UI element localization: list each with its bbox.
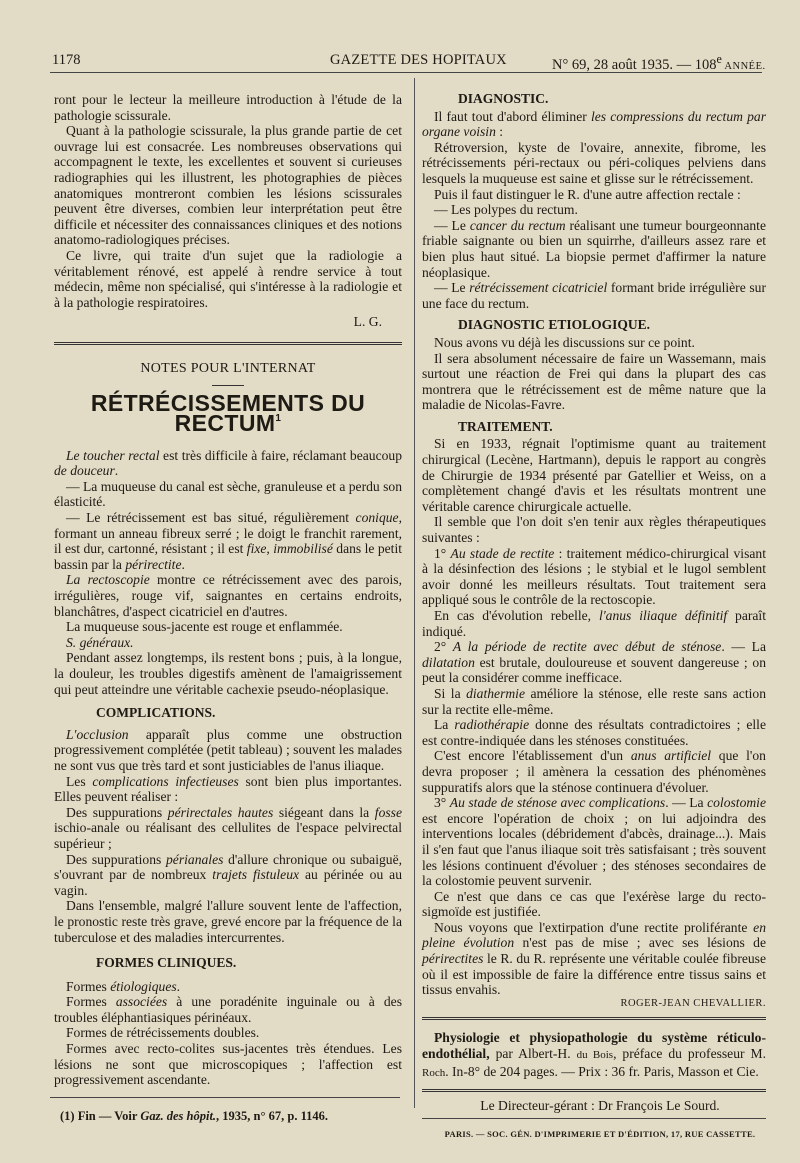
column-divider bbox=[414, 78, 415, 1108]
journal-title: GAZETTE DES HOPITAUX bbox=[330, 52, 507, 68]
body-paragraph: Il semble que l'on doit s'en tenir aux règles thérapeutiques suivantes : bbox=[422, 514, 766, 546]
body-paragraph bbox=[422, 608, 766, 639]
text: montre ce rétrécissement avec des parois, irrégulières, rouge vif, saignantes en certains endroits, blanchâtres, d'aspect cicatriciel en d'autres. bbox=[54, 572, 402, 619]
article-author: ROGER-JEAN CHEVALLIER. bbox=[620, 997, 766, 1009]
em-text: périrectite bbox=[125, 556, 182, 572]
em-text: Au stade de sténose avec complications bbox=[449, 795, 666, 811]
em-text: S. généraux. bbox=[66, 634, 134, 650]
body-paragraph: Formes de rétrécissements doubles. bbox=[66, 1025, 260, 1041]
text: donne des résultats contradictoires ; elle est contre-indiquée dans les sténoses constituées. bbox=[422, 717, 766, 748]
article-title bbox=[54, 389, 402, 437]
text: apparaît plus comme une obstruction progressivement complétée (petit tableau) ; souvent les malades ne sont vus que très tard et sont justiciables de l'anus iliaque. bbox=[54, 726, 402, 773]
printer-line: PARIS. — SOC. GÉN. D'IMPRIMERIE ET D'ÉDITION, 17, RUE CASSETTE. bbox=[444, 1128, 756, 1139]
text: est très difficile à faire, réclamant beaucoup bbox=[159, 447, 403, 463]
review-paragraph: Ce livre, qui traite d'un sujet que la radiologie a véritablement rénové, est appelé à rendre service à tout médecin, même non spécialisé, qui s'intéresse à la radiologie et à la pathologie respiratoires. bbox=[54, 247, 402, 310]
body-paragraph: La muqueuse sous-jacente est rouge et enflammée. bbox=[66, 619, 343, 635]
text: paraît indiqué. bbox=[422, 608, 766, 639]
body-paragraph bbox=[54, 774, 402, 805]
body-paragraph bbox=[422, 639, 766, 686]
director-line: Le Directeur-gérant : Dr François Le Sourd. bbox=[480, 1098, 720, 1114]
body-paragraph bbox=[54, 448, 402, 479]
body-paragraph bbox=[54, 994, 402, 1025]
em-text: Le toucher rectal bbox=[66, 447, 160, 463]
book-notice bbox=[422, 1030, 766, 1081]
em-text: en pleine évolution bbox=[422, 919, 766, 951]
text: 3° bbox=[434, 795, 450, 811]
text: améliore la sténose, elle reste sans action sur la rectite elle-même. bbox=[422, 685, 766, 717]
book-author: du Bois bbox=[576, 1049, 614, 1062]
footnote bbox=[60, 1109, 328, 1124]
body-paragraph bbox=[54, 727, 402, 774]
body-paragraph bbox=[54, 805, 402, 852]
text: En cas d'évolution rebelle, bbox=[434, 608, 599, 623]
body-paragraph bbox=[422, 795, 766, 889]
text: Formes bbox=[66, 994, 116, 1010]
body-paragraph: Formes avec recto-colites sus-jacentes très étendues. Les lésions ne sont que microscopiques ; l'affection est progressivement ascendante. bbox=[54, 1041, 402, 1088]
text: . bbox=[114, 463, 119, 479]
preface-author: Roch bbox=[422, 1066, 446, 1079]
text: . — La bbox=[665, 795, 708, 811]
text: Si la bbox=[434, 685, 467, 701]
body-paragraph bbox=[422, 109, 766, 140]
body-paragraph: Si en 1933, régnait l'optimisme quant au traitement chirurgical (Lecène, Hartmann), depuis le rapport au congrès de Chirurgie de 1934 présenté par Gatellier et Weiss, on a complètement changé d'avis et les résultats montrent une véritable carence chirurgicale actuelle. bbox=[422, 436, 766, 514]
text: Nous voyons que l'extirpation d'une rectite proliférante bbox=[434, 919, 754, 935]
body-paragraph bbox=[54, 852, 402, 899]
footnote-rule bbox=[50, 1097, 400, 1098]
em-text: anus artificiel bbox=[630, 748, 712, 764]
body-paragraph bbox=[422, 686, 766, 717]
text: au périnée ou au vagin. bbox=[54, 867, 402, 898]
em-text: radiothérapie bbox=[454, 717, 530, 733]
em-text: Gaz. des hôpit. bbox=[140, 1109, 217, 1123]
text: siégeant dans la bbox=[273, 804, 375, 820]
review-paragraph: ront pour le lecteur la meilleure introduction à l'étude de la pathologie scissurale. bbox=[54, 92, 402, 123]
section-heading: DIAGNOSTIC. bbox=[458, 91, 549, 106]
text: sont bien plus importantes. Elles peuvent réaliser : bbox=[54, 773, 402, 805]
em-text: associées bbox=[115, 994, 168, 1010]
section-heading: TRAITEMENT. bbox=[458, 418, 553, 434]
text: réalisant une tumeur bourgeonnante friable saignante ou bien un squirrhe, d'ailleurs assez rare et bien plus haut situé. La biopsie permet d'affirmer la nature néoplasique. bbox=[422, 217, 766, 280]
page-number: 1178 bbox=[52, 52, 81, 68]
body-paragraph: Pendant assez longtemps, ils restent bons ; puis, à la longue, la douleur, les troubles digestifs amènent de l'amaigrissement qui peut atteindre une véritable cachexie pseudo-néoplasique. bbox=[54, 650, 402, 697]
text: , formant un anneau fibreux serré ; le doigt le franchit rarement, il est dur, cartonné, résistant ; il est bbox=[54, 510, 402, 557]
text: — Le bbox=[434, 217, 470, 233]
text: est encore l'opération de choix ; on lui adjoindra des interventions locales (débridement d'abcès, drainage...). Mais il s'en faut que l'anus iliaque soit très satisfaisant ; très souvent les lésions continuent d'évoluer ; des sténoses secondaires de la colostomie peuvent survenir. bbox=[422, 810, 766, 889]
body-paragraph: Dans l'ensemble, malgré l'allure souvent lente de l'affection, le pronostic reste très grave, grevé encore par la fréquence de la tuberculose et des maladies intercurrentes. bbox=[54, 898, 402, 945]
text: — Le bbox=[434, 280, 470, 296]
text: . In-8° de 204 pages. — Prix : 36 fr. Paris, Masson et Cie. bbox=[445, 1063, 759, 1079]
text: La bbox=[434, 717, 455, 733]
em-text: A la période de rectite avec début de sténose bbox=[452, 639, 722, 655]
em-text: L'occlusion bbox=[66, 726, 129, 742]
text: . bbox=[181, 556, 185, 572]
em-text: périrectites bbox=[422, 951, 484, 967]
text: Fin — Voir bbox=[74, 1109, 141, 1123]
text: C'est encore l'établissement d'un bbox=[434, 748, 631, 764]
text: à une poradénite inguinale ou à des troubles éléphantiasiques périnéaux. bbox=[54, 994, 402, 1025]
left-column bbox=[54, 92, 402, 1088]
review-paragraph: Quant à la pathologie scissurale, la plus grande partie de cet ouvrage lui est consacrée. Les nombreuses observations qui accompagnent le texte, les excellentes et souvent si curieuses radiographies qui les illustrent, les photographies de pièces anatomiques montreront combien les lésions scissurales peuvent être diverses, combien leur interprétation peut être difficile et nécessiter des connaissances cliniques et des notions anatomo-radiologiques précises. bbox=[54, 123, 402, 248]
em-text: La rectoscopie bbox=[66, 572, 150, 588]
body-paragraph bbox=[422, 218, 766, 280]
text: , préface du professeur M. bbox=[613, 1046, 766, 1062]
text: — Le rétrécissement est bas situé, régulièrement bbox=[66, 510, 356, 526]
em-text: trajets fistuleux bbox=[212, 867, 300, 883]
body-paragraph: — Les polypes du rectum. bbox=[434, 202, 578, 218]
em-text: fixe, immobilisé bbox=[246, 541, 333, 557]
text: que l'on devra proposer ; il amènera la cessation des phénomènes suppuratifs alors que la sténose continuera d'évoluer. bbox=[422, 748, 766, 795]
title-footnote-mark: 1 bbox=[275, 413, 282, 425]
em-text: conique bbox=[355, 510, 399, 526]
text: formant bride irrégulière sur une face du rectum. bbox=[422, 280, 766, 311]
em-text: l'anus iliaque définitif bbox=[598, 608, 728, 623]
section-heading: COMPLICATIONS. bbox=[96, 705, 216, 721]
text: 2° bbox=[434, 639, 453, 655]
text: Les bbox=[66, 773, 93, 789]
section-heading: DIAGNOSTIC ETIOLOGIQUE. bbox=[458, 317, 651, 333]
text: . bbox=[176, 978, 181, 994]
em-text: Au stade de rectite bbox=[450, 545, 555, 561]
text: n'est pas de mise ; avec ses lésions de bbox=[514, 935, 767, 951]
text: dans le petit bassin par la bbox=[54, 541, 402, 572]
text: : bbox=[495, 124, 504, 140]
em-text: colostomie bbox=[707, 795, 766, 811]
text: Des suppurations bbox=[66, 804, 168, 820]
em-text: périanales bbox=[166, 851, 224, 867]
body-paragraph bbox=[422, 920, 766, 998]
text: le R. du R. représente une véritable coulée fibreuse où il est impossible de faire la différence entre tissus sains et tissus envahis. bbox=[422, 951, 766, 998]
issue-sup: e bbox=[716, 52, 722, 66]
header-rule bbox=[50, 72, 762, 73]
em-text: de douceur bbox=[54, 463, 115, 479]
body-paragraph bbox=[54, 510, 402, 572]
text: . — La bbox=[721, 639, 766, 655]
body-paragraph bbox=[422, 280, 766, 311]
body-paragraph bbox=[54, 572, 402, 619]
section-heading: FORMES CLINIQUES. bbox=[96, 955, 237, 971]
body-paragraph bbox=[422, 546, 766, 608]
text: ischio-anale ou réalisant des cellulites de l'espace pelvirectal supérieur ; bbox=[54, 820, 402, 851]
em-text: rétrécissement cicatriciel bbox=[469, 280, 608, 296]
em-text: dilatation bbox=[422, 654, 475, 670]
text: par Albert-H. bbox=[489, 1046, 577, 1062]
body-paragraph: Nous avons vu déjà les discussions sur ce point. bbox=[434, 334, 695, 350]
em-text: complications infectieuses bbox=[92, 773, 239, 789]
em-text: fosse bbox=[374, 804, 402, 820]
book-title: Physiologie et physiopathologie du système réticulo-endothélial, bbox=[422, 1030, 766, 1062]
issue-info bbox=[552, 52, 766, 74]
em-text: étiologiques bbox=[110, 978, 177, 994]
em-text: diathermie bbox=[466, 685, 525, 701]
body-paragraph: Puis il faut distinguer le R. d'une autre affection rectale : bbox=[434, 186, 741, 202]
body-paragraph bbox=[422, 748, 766, 795]
body-paragraph bbox=[54, 979, 402, 995]
footnote-mark: (1) bbox=[60, 1109, 75, 1123]
text: Des suppurations bbox=[66, 851, 166, 867]
body-paragraph: Ce n'est que dans ce cas que l'exérèse large du recto-sigmoïde est justifiée. bbox=[422, 888, 766, 920]
em-text: cancer du rectum bbox=[469, 217, 566, 233]
body-paragraph: Il sera absolument nécessaire de faire un Wassemann, mais surtout une réaction de Frei qui dans la plupart des cas montrera que le rétrécissement est de même nature que la maladie de Nicolas-Favre. bbox=[422, 350, 766, 413]
body-paragraph: Rétroversion, kyste de l'ovaire, annexite, fibrome, les rétrécissements péri-rectaux ou péri-coliques pelviens dans lesquels la muqueuse est saine et glisse sur le rétrécissement. bbox=[422, 139, 766, 186]
text: Il faut tout d'abord éliminer bbox=[434, 108, 591, 124]
notes-heading: NOTES POUR L'INTERNAT bbox=[140, 360, 316, 376]
body-paragraph bbox=[54, 635, 402, 651]
text: 1° bbox=[434, 545, 451, 561]
text: est brutale, douloureuse et souvent dangereuse ; on peut la considérer comme inefficace. bbox=[422, 654, 766, 686]
text: Formes bbox=[66, 978, 111, 994]
text: d'allure chronique ou subaiguë, s'ouvrant par de nombreux bbox=[54, 851, 402, 883]
text: : traitement médico-chirurgical visant à la désinfection des lésions ; le stybial et le lugol semblent avoir donné les meilleurs résultats. Tout traitement sera appliqué sous le contrôle de la rectoscopie. bbox=[422, 545, 766, 608]
right-column bbox=[422, 91, 766, 1142]
review-signature: L. G. bbox=[353, 314, 382, 330]
text: , 1935, n° 67, p. 1146. bbox=[216, 1109, 329, 1123]
article-title-text: RÉTRÉCISSEMENTS DU RECTUM bbox=[90, 389, 366, 437]
issue-main: N° 69, 28 août 1935. — 108 bbox=[552, 56, 717, 73]
em-text: les compressions du rectum par organe voisin bbox=[422, 108, 766, 140]
body-paragraph bbox=[422, 717, 766, 748]
body-paragraph: — La muqueuse du canal est sèche, granuleuse et a perdu son élasticité. bbox=[54, 478, 402, 510]
issue-tail: ANNÉE. bbox=[721, 60, 766, 72]
em-text: périrectales hautes bbox=[167, 804, 274, 820]
